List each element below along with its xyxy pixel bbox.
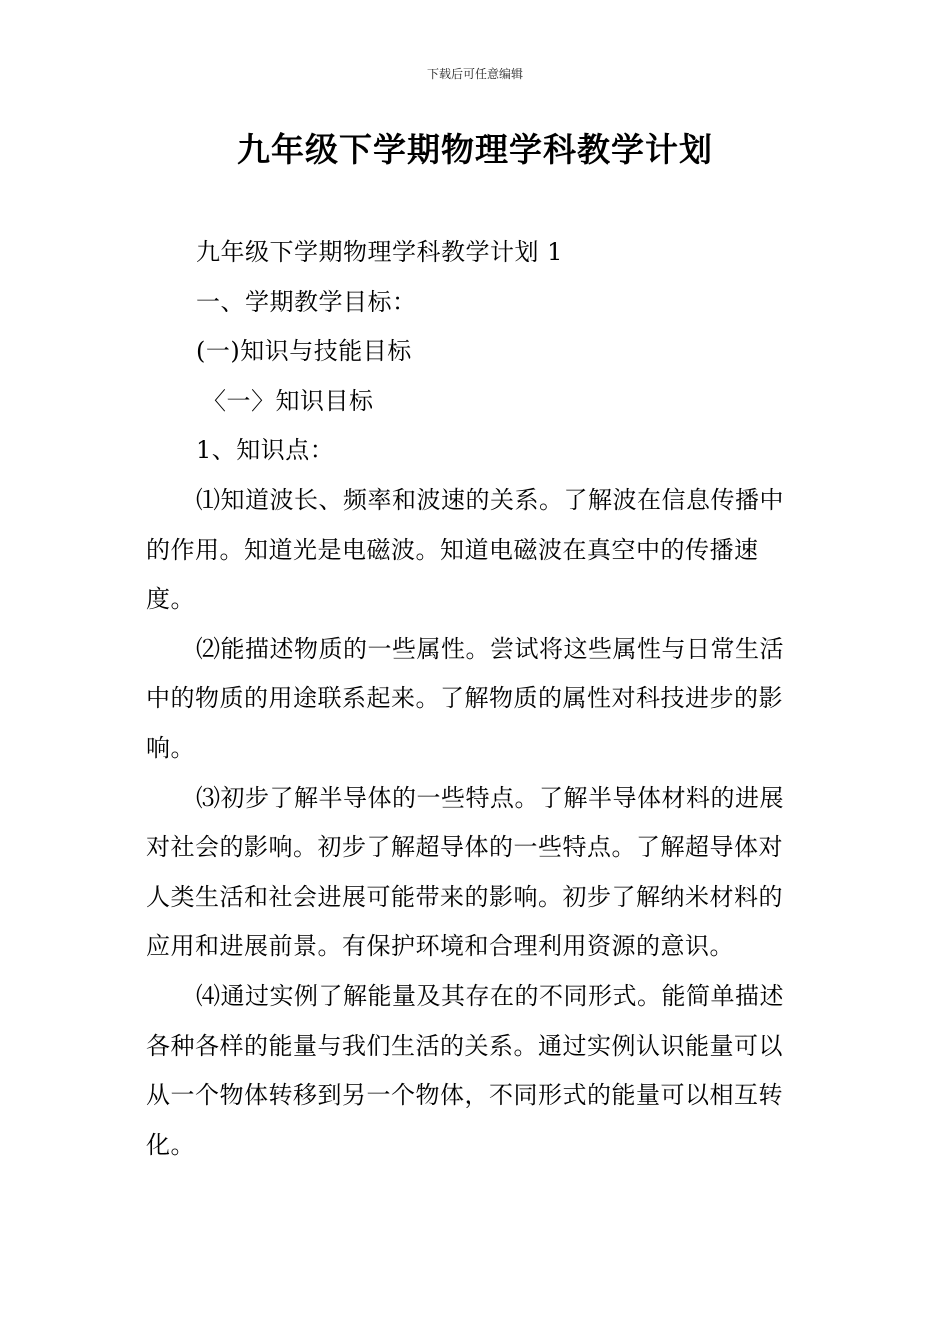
header-note: 下载后可任意编辑 <box>426 67 523 81</box>
body-paragraph: ⑶初步了解半导体的一些特点。了解半导体材料的进展对社会的影响。初步了解超导体的一些特点。了解超导体对人类生活和社会进展可能带来的影响。初步了解纳米材料的应用和进展前景。有保护环境和合理利用资源的意识。 <box>146 783 784 961</box>
document-title: 九年级下学期物理学科教学计划 <box>237 130 713 169</box>
section-heading: 九年级下学期物理学科教学计划 1 <box>196 238 563 266</box>
subsection-heading: 1、知识点： <box>196 436 335 465</box>
subsection-heading: 〈一〉知识目标 <box>202 386 374 415</box>
subsection-heading: (一)知识与技能目标 <box>196 337 412 366</box>
section-heading: 一、学期教学目标： <box>196 287 417 316</box>
body-paragraph: ⑵能描述物质的一些属性。尝试将这些属性与日常生活中的物质的用途联系起来。了解物质的属性对科技进步的影响。 <box>146 634 784 762</box>
body-paragraph: ⑷通过实例了解能量及其存在的不同形式。能简单描述各种各样的能量与我们生活的关系。通过实例认识能量可以从一个物体转移到另一个物体，不同形式的能量可以相互转化。 <box>146 981 784 1159</box>
document-body <box>146 228 806 1170</box>
body-paragraph: ⑴知道波长、频率和波速的关系。了解波在信息传播中的作用。知道光是电磁波。知道电磁波在真空中的传播速度。 <box>146 485 784 614</box>
